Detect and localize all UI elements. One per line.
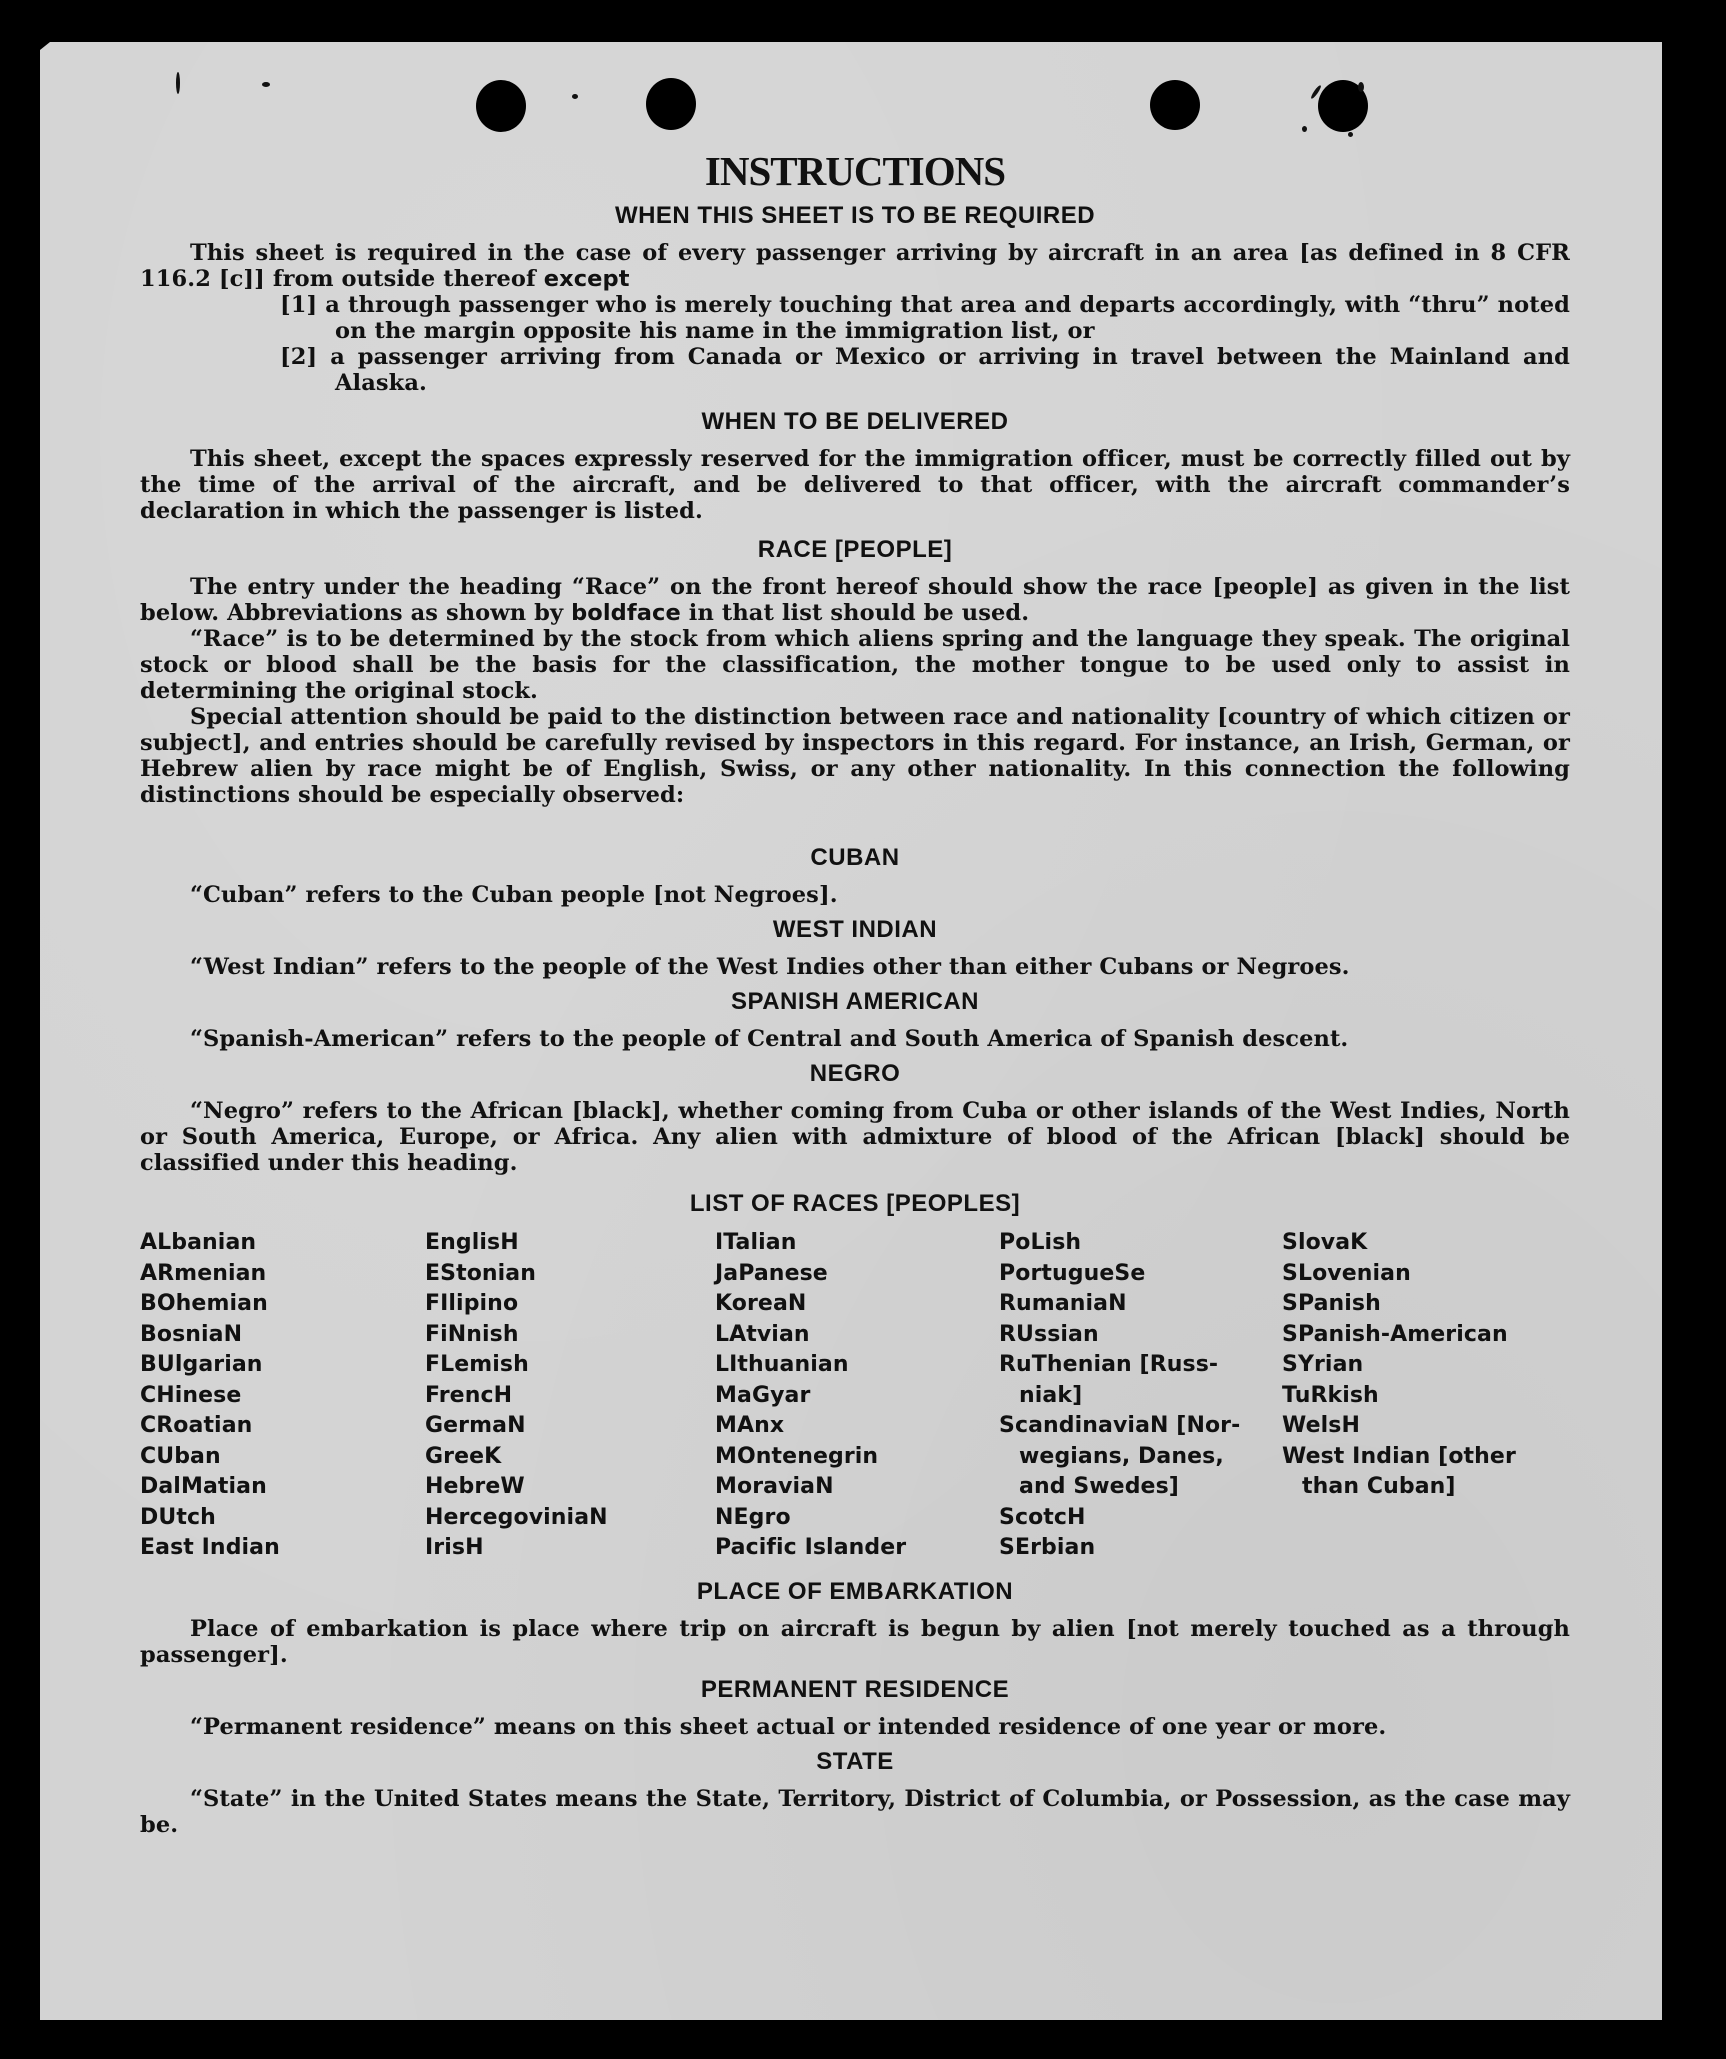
paper-blemish	[572, 94, 578, 99]
race-column	[1282, 1228, 1542, 1564]
residence-text: “Permanent residence” means on this sheet actual or intended residence of one year or more.	[190, 1713, 1387, 1740]
required-intro-text: This sheet is required in the case of every passenger arriving by aircraft in an area [as defined in 8 CFR 116.2 [c]] from outside thereof	[140, 240, 1570, 292]
paper-blemish	[176, 72, 180, 94]
race-entry: DUtch	[140, 1504, 216, 1530]
required-item-1	[140, 292, 1570, 344]
heading-race: RACE [PEOPLE]	[757, 536, 953, 563]
race-entry: CUban	[140, 1443, 221, 1469]
race-entry: TuRkish	[1282, 1382, 1379, 1408]
race-entry: SLovenian	[1282, 1260, 1411, 1286]
race-entry: FLemish	[425, 1352, 529, 1377]
heading-required: WHEN THIS SHEET IS TO BE REQUIRED	[614, 202, 1096, 229]
required-intro	[140, 240, 1570, 292]
race-entry: GermaN	[425, 1413, 526, 1438]
section-delivered	[140, 408, 1570, 524]
paper-blemish	[1358, 82, 1364, 92]
race-entry: LIthuanian	[715, 1352, 849, 1377]
race-entry: KoreaN	[715, 1291, 807, 1316]
race-entry: RuThenian [Russ-	[999, 1352, 1219, 1377]
race-entry: BUlgarian	[140, 1352, 263, 1377]
paper-blemish	[262, 82, 270, 87]
race-entry: EnglisH	[425, 1230, 519, 1255]
race-entry: ALbanian	[140, 1230, 257, 1255]
spanish-american-text: “Spanish-American” refers to the people of Central and South America of Spanish descent.	[190, 1026, 1349, 1052]
race-entry: West Indian [other	[1282, 1443, 1516, 1469]
race-entry: FiNnish	[425, 1321, 519, 1347]
race-entry: MAnx	[715, 1413, 785, 1438]
race-entry: RUssian	[999, 1321, 1099, 1347]
race-entry: HercegoviniaN	[425, 1504, 608, 1530]
race-p1-after: in that list should be used.	[688, 600, 1030, 626]
race-entry: FIlipino	[425, 1291, 519, 1316]
race-entry: HebreW	[425, 1474, 525, 1499]
item-marker: [1]	[280, 292, 318, 318]
state-text: “State” in the United States means the State, Territory, District of Columbia, or Possession, as the case may be.	[140, 1785, 1570, 1838]
race-entry: JaPanese	[715, 1260, 828, 1286]
heading-spanish-american: SPANISH AMERICAN	[730, 988, 979, 1015]
punch-hole	[646, 78, 696, 130]
west-indian-text: “West Indian” refers to the people of the West Indies other than either Cubans or Negroes.	[190, 954, 1350, 980]
heading-cuban: CUBAN	[810, 844, 900, 871]
race-paragraph-2: “Race” is to be determined by the stock from which aliens spring and the language they speak. The original stock or blood shall be the basis for the classification, the mother tongue to be used only to assist in determining the original stock.	[140, 626, 1570, 704]
paper-blemish	[1348, 132, 1353, 137]
section-required	[140, 202, 1570, 396]
heading-west-indian: WEST INDIAN	[772, 916, 938, 943]
race-entry: East Indian	[140, 1535, 280, 1560]
race-entry: EStonian	[425, 1260, 537, 1286]
race-entry: ScandinaviaN [Nor-	[999, 1413, 1241, 1438]
cuban-text: “Cuban” refers to the Cuban people [not Negroes].	[190, 882, 838, 908]
race-entry: CHinese	[140, 1382, 242, 1408]
race-entry-continuation: than Cuban]	[1302, 1474, 1456, 1499]
instructions-content	[140, 148, 1570, 1838]
item-text: a through passenger who is merely touching that area and departs accordingly, with “thru” noted on the margin opposite his name in the immigration list, or	[325, 292, 1570, 344]
punch-hole	[476, 80, 526, 132]
race-entry: BOhemian	[140, 1291, 268, 1316]
race-entry: NEgro	[715, 1504, 791, 1530]
race-entry: Pacific Islander	[715, 1535, 907, 1560]
race-entry: RumaniaN	[999, 1291, 1127, 1316]
race-entry: SPanish-American	[1282, 1321, 1508, 1347]
race-entry: ITalian	[715, 1230, 797, 1255]
race-entry: PortugueSe	[999, 1260, 1146, 1286]
paper-blemish	[1302, 126, 1307, 132]
section-residence	[140, 1676, 1570, 1740]
section-west-indian	[140, 916, 1570, 980]
race-entry: GreeK	[425, 1443, 502, 1469]
heading-negro: NEGRO	[809, 1060, 901, 1087]
spacer	[140, 808, 1570, 836]
race-entry: ARmenian	[140, 1260, 267, 1286]
embarkation-text: Place of embarkation is place where trip on aircraft is begun by alien [not merely touched as a through passenger].	[140, 1615, 1570, 1668]
negro-text: “Negro” refers to the African [black], whether coming from Cuba or other islands of the West Indies, North or South America, Europe, or Africa. Any alien with admixture of blood of the African [black] should be classified under this heading.	[140, 1098, 1570, 1176]
race-entry: IrisH	[425, 1535, 484, 1560]
race-column	[999, 1228, 1282, 1564]
section-embarkation	[140, 1578, 1570, 1668]
section-race	[140, 536, 1570, 808]
required-intro-emphasis: except	[543, 266, 630, 292]
race-entry-continuation: niak]	[1019, 1382, 1083, 1408]
item-marker: [2]	[280, 344, 318, 370]
race-entry: SErbian	[999, 1535, 1096, 1560]
heading-delivered: WHEN TO BE DELIVERED	[701, 408, 1009, 435]
section-race-list	[140, 1190, 1570, 1564]
heading-residence: PERMANENT RESIDENCE	[700, 1675, 1010, 1703]
race-column	[425, 1228, 715, 1564]
race-p1-boldface: boldface	[571, 600, 681, 626]
document-title: INSTRUCTIONS	[704, 148, 1006, 194]
section-state	[140, 1748, 1570, 1838]
race-column	[140, 1228, 425, 1564]
race-entry: FrencH	[425, 1382, 513, 1408]
race-entry-continuation: wegians, Danes,	[1019, 1443, 1224, 1469]
section-negro	[140, 1060, 1570, 1176]
delivered-text: This sheet, except the spaces expressly reserved for the immigration officer, must be correctly filled out by the time of the arrival of the aircraft, and be delivered to that officer, with the aircraft commander’s declaration in which the passenger is listed.	[140, 446, 1570, 524]
heading-embarkation: PLACE OF EMBARKATION	[696, 1577, 1014, 1605]
item-text: a passenger arriving from Canada or Mexico or arriving in travel between the Mainland and Alaska.	[330, 344, 1571, 396]
race-entry: DalMatian	[140, 1474, 267, 1499]
section-cuban	[140, 844, 1570, 908]
race-paragraph-3: Special attention should be paid to the distinction between race and nationality [country of which citizen or subject], and entries should be carefully revised by inspectors in this regard. For instance, an Irish, German, or Hebrew alien by race might be of English, Swiss, or any other nationality. In this connection the following distinctions should be especially observed:	[140, 704, 1570, 808]
section-spanish-american	[140, 988, 1570, 1052]
punch-hole	[1150, 80, 1200, 130]
race-list-grid	[140, 1228, 1570, 1564]
race-entry: MOntenegrin	[715, 1443, 879, 1469]
heading-race-list: LIST OF RACES [PEOPLES]	[689, 1190, 1021, 1217]
required-item-2	[140, 344, 1570, 396]
heading-state: STATE	[816, 1747, 894, 1775]
race-entry: BosniaN	[140, 1321, 243, 1347]
race-entry: MaGyar	[715, 1382, 811, 1408]
race-p1-text: The entry under the heading “Race” on the front hereof should show the race [people] as given in the list below. Abbreviations as shown by	[140, 574, 1570, 626]
race-entry: WelsH	[1282, 1413, 1360, 1438]
race-entry: SPanish	[1282, 1291, 1381, 1316]
race-entry: SYrian	[1282, 1352, 1364, 1377]
race-entry: MoraviaN	[715, 1474, 834, 1499]
race-entry: PoLish	[999, 1230, 1082, 1255]
race-paragraph-1	[140, 574, 1570, 626]
race-entry: CRoatian	[140, 1413, 253, 1438]
race-entry-continuation: and Swedes]	[1019, 1474, 1179, 1499]
race-entry: LAtvian	[715, 1321, 810, 1347]
race-entry: ScotcH	[999, 1504, 1086, 1530]
race-entry: SlovaK	[1282, 1230, 1368, 1255]
race-column	[715, 1228, 999, 1564]
